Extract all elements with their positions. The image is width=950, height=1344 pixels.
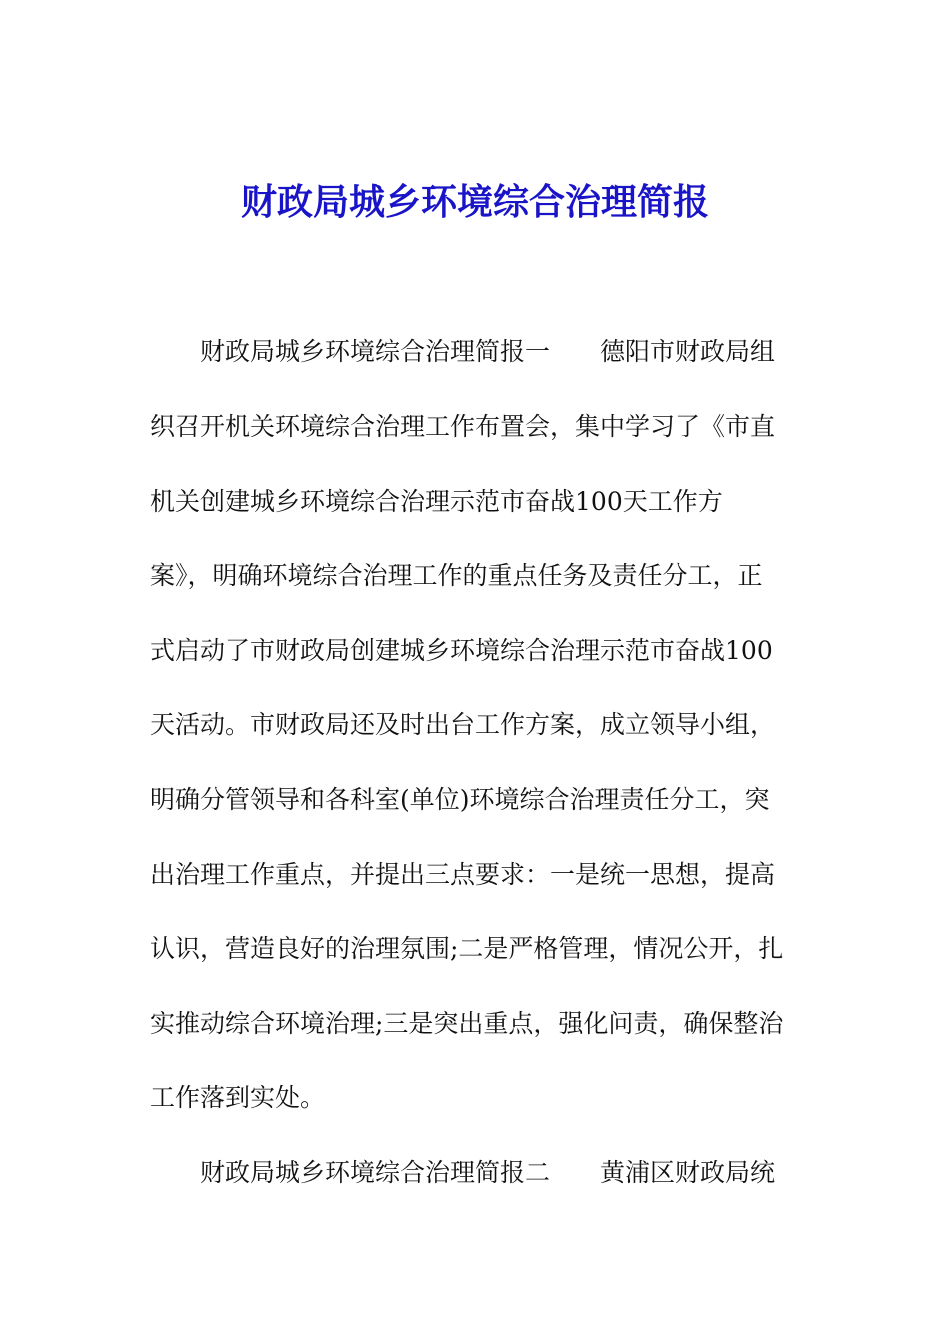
paragraph-line: 财政局城乡环境综合治理简报一 德阳市财政局组 [200,337,776,366]
paragraph-line: 工作落到实处。 [150,1083,326,1112]
paragraph-line: 财政局城乡环境综合治理简报二 黄浦区财政局统 [200,1158,776,1187]
paragraph-line: 式启动了市财政局创建城乡环境综合治理示范市奋战100 [150,636,773,665]
paragraph-line: 出治理工作重点，并提出三点要求：一是统一思想，提高 [150,860,776,889]
paragraph-line: 机关创建城乡环境综合治理示范市奋战100天工作方 [150,487,723,516]
paragraph-line: 实推动综合环境治理;三是突出重点，强化问责，确保整治 [150,1009,784,1038]
document-title: 财政局城乡环境综合治理简报 [240,181,709,223]
paragraph-line: 织召开机关环境综合治理工作布置会，集中学习了《市直 [150,412,776,441]
paragraph-line: 认识，营造良好的治理氛围;二是严格管理，情况公开，扎 [150,934,784,963]
paragraph-line: 天活动。市财政局还及时出台工作方案，成立领导小组， [150,710,776,739]
paragraph-line: 案》，明确环境综合治理工作的重点任务及责任分工，正 [150,561,763,590]
paragraph-line: 明确分管领导和各科室(单位)环境综合治理责任分工，突 [150,785,770,814]
